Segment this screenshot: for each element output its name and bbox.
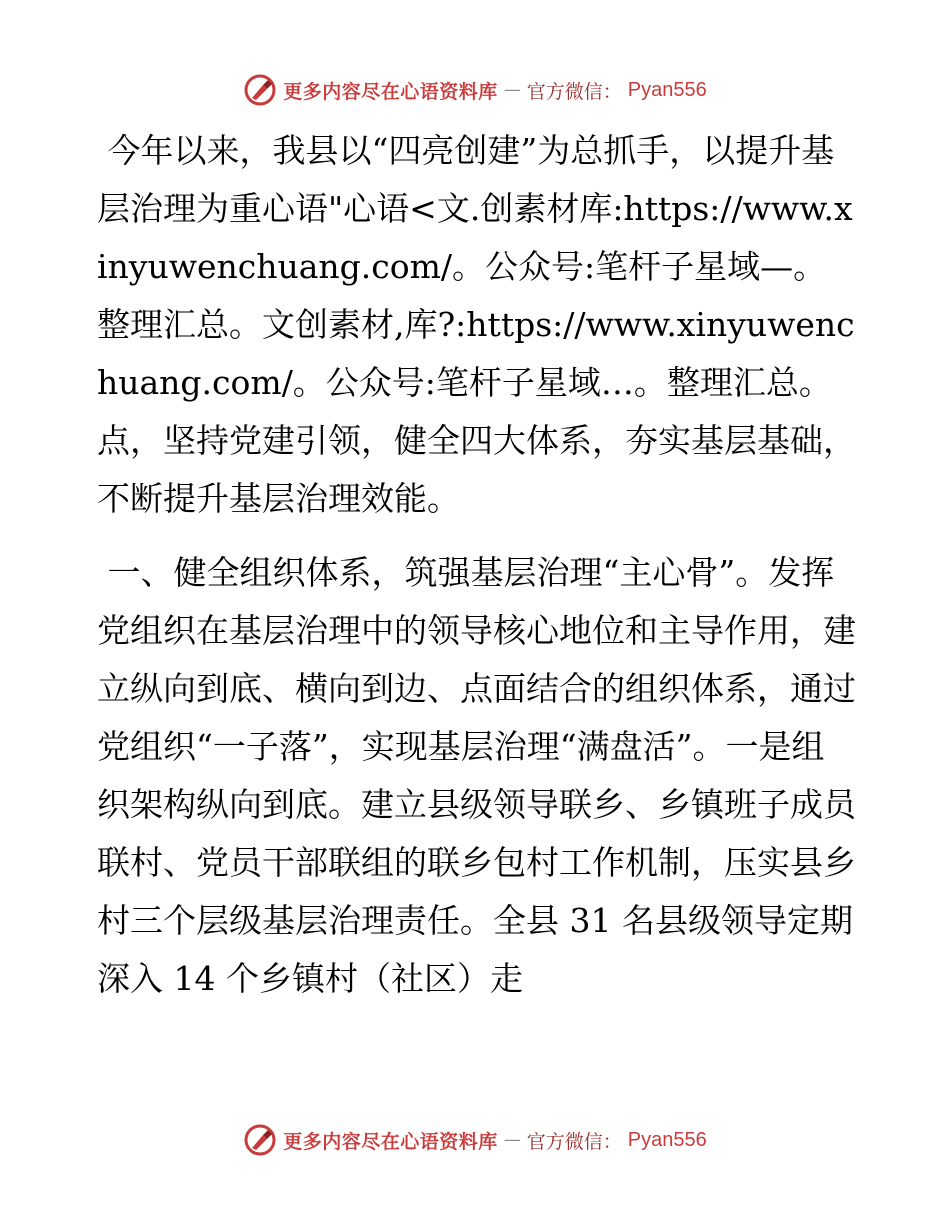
watermark [243,1123,707,1157]
watermark-brand: 更多内容尽在心语资料库 [283,80,498,103]
watermark-wechat-id: Pyan556 [627,1128,707,1151]
watermark-wechat-label: 官方微信： [526,80,622,103]
watermark [243,73,707,107]
page-footer-watermark [0,1120,950,1160]
watermark-separator: — [503,80,521,100]
watermark-separator: — [503,1130,521,1150]
watermark-wechat-id: Pyan556 [627,78,707,101]
pen-nib-circle-icon [243,1123,277,1157]
document-body [97,122,857,1008]
page-header-watermark [0,70,950,110]
pen-nib-circle-icon [243,73,277,107]
paragraph-section-one: 一、健全组织体系，筑强基层治理“主心骨”。发挥党组织在基层治理中的领导核心地位和主导作用，建立纵向到底、横向到边、点面结合的组织体系，通过党组织“一子落”，实现基层治理“满盘活”。一是组织架构纵向到底。建立县级领导联乡、乡镇班子成员联村、党员干部联组的联乡包村工作机制，压实县乡村三个层级基层治理责任。全县 31 名县级领导定期深入 14 个乡镇村（社区）走 [97,553,856,998]
paragraph-intro: 今年以来，我县以“四亮创建”为总抓手，以提升基层治理为重心语"心语<文.创素材库:https://www.xinyuwenchuang.com/。公众号:笔杆子星域—。整理汇总。文创素材,库?:https://www.xinyuwenchuang.com/。公众号:笔杆子星域…。整理汇总。点，坚持党建引领，健全四大体系，夯实基层基础，不断提升基层治理效能。 [97,131,856,518]
watermark-brand: 更多内容尽在心语资料库 [283,1130,498,1153]
watermark-wechat-label: 官方微信： [526,1130,622,1153]
